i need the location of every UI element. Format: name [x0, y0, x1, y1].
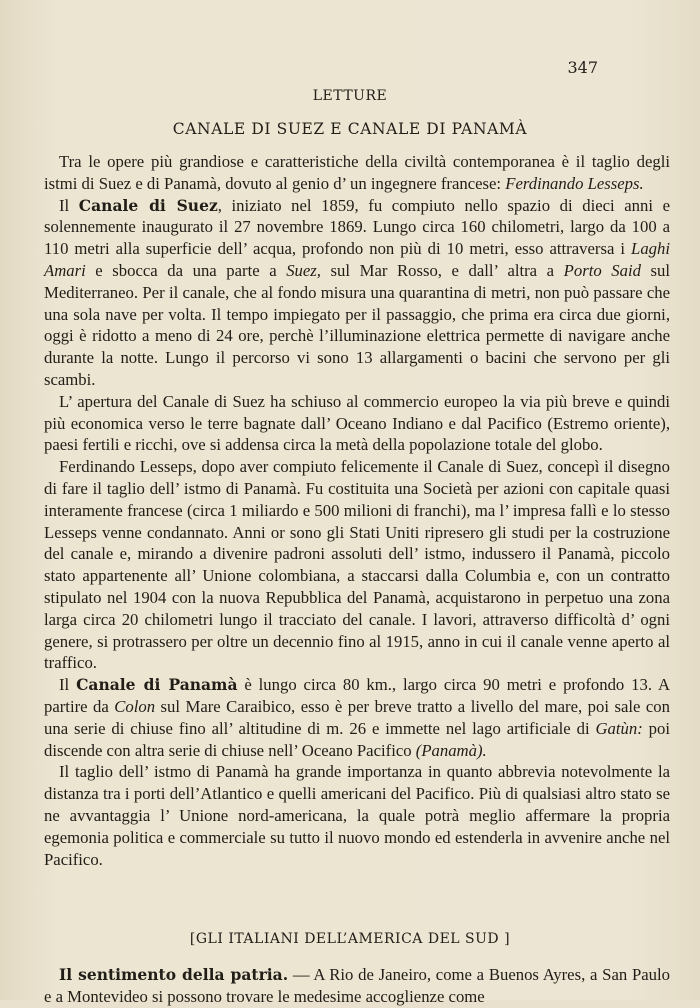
paragraph-lesseps: Ferdinando Lesseps, dopo aver compiuto felicemente il Canale di Suez, concepì il disegno di fare il taglio dell’ istmo di Panamà. Fu costituita una Società per azioni con capitale quasi interamente francese (circa 1 miliardo e 500 milioni di franchi), ma l’ impresa fallì e lo stesso Lesseps venne condannato. Anni or sono gli Stati Uniti ripresero gli studi per la costruzione del canale e, mirando a divenire padroni assoluti dell’ istmo, indussero il Panamà, piccolo stato appartenente all’ Unione colombiana, a staccarsi dalla Columbia e, con un contratto stipulato nel 1904 con la nuova Repubblica del Panamà, acquistarono in perpetuo una zona larga circa 20 chilometri lungo il tracciato del canale. I lavori, attraverso difficoltà d’ ogni genere, si protrassero per oltre un decennio fino al 1915, anno in cui il canale venne aperto al traffico.	[44, 457, 670, 673]
paragraph-panama: Il Canale di Panamà è lungo circa 80 km., largo circa 90 metri e profondo 13. A partire da Colon sul Mare Caraibico, esso è per breve tratto a livello del mare, poi sale con una serie di chiuse fino all’ altitudine di m. 26 e immette nel lago artificiale di Gatùn: poi discende con altra serie di chiuse nell’ Oceano Pacifico (Panamà).	[44, 675, 671, 760]
section-heading: [GLI ITALIANI DELL’AMERICA DEL SUD ]	[189, 931, 511, 947]
page-number: 347	[567, 58, 598, 77]
bold-term: Canale di Suez	[78, 195, 218, 215]
bold-term: Canale di Panamà	[76, 675, 238, 695]
paragraph-suez: Il Canale di Suez, iniziato nel 1859, fu compiuto nello spazio di dieci anni e solennemente inaugurato il 27 novembre 1869. Lungo circa 160 chilometri, largo da 100 a 110 metri alla superficie dell’ acqua, profondo non più di 10 metri, esso attraversa i Laghi Amari e sbocca da una parte a Suez, sul Mar Rosso, e dall’ altra a Porto Said sul Mediterraneo. Per il canale, che al fondo misura una quarantina di metri, non può passare che una sola nave per volta. Il tempo impiegato per il passaggio, che prima era circa due giorni, oggi è ridotto a meno di 24 ore, perchè l’illuminazione elettrica permette di navigare anche durante la notte. Lungo il percorso vi sono 13 allargamenti o bacini che servono per gli scambi.	[44, 195, 670, 389]
paragraph-intro: Tra le opere più grandiose e caratteristiche della civiltà contemporanea è il taglio degli istmi di Suez e di Panamà, dovuto al genio d’ un ingegnere francese: Ferdinando Lesseps.	[44, 152, 670, 193]
page-title: CANALE DI SUEZ E CANALE DI PANAMÀ	[172, 120, 528, 138]
next-section-body	[44, 964, 670, 1008]
section-label: LETTURE	[312, 88, 388, 104]
article-body	[44, 151, 670, 870]
bold-term: Il sentimento della patria.	[59, 965, 289, 984]
paragraph-commerce: L’ apertura del Canale di Suez ha schiuso al commercio europeo la via più breve e quindi più economica verso le terre bagnate dall’ Oceano Indiano e dal Pacifico (Estremo oriente), paesi fertili e ricchi, ove si addensa circa la metà della popolazione totale del globo.	[44, 391, 670, 455]
paragraph-sentimento: Il sentimento della patria. — A Rio de Janeiro, come a Buenos Ayres, a San Paulo e a Montevideo si possono trovare le medesime accoglienze come	[44, 965, 670, 1006]
paragraph-importance: Il taglio dell’ istmo di Panamà ha grande importanza in quanto abbrevia notevolmente la distanza tra i porti dell’Atlantico e quelli americani del Pacifico. Più di qualsiasi altro stato se ne avvantaggia l’ Unione nord-americana, la quale potrà meglio affermare la propria egemonia politica e commerciale su tutto il nuovo mondo ed estenderla in avvenire anche nel Pacifico.	[44, 762, 670, 869]
